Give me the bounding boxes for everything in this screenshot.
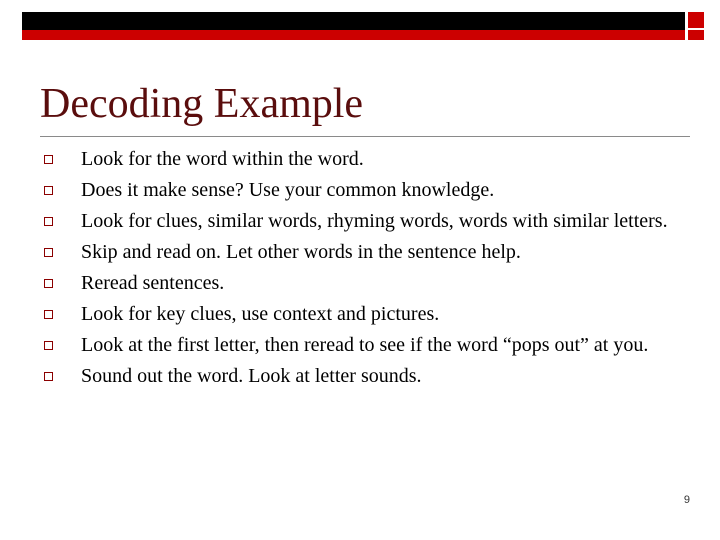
hollow-square-bullet-icon (44, 341, 53, 350)
page-number: 9 (683, 494, 690, 506)
bullet-text: Look for key clues, use context and pictures. (81, 303, 440, 325)
bullet-list (44, 148, 674, 396)
hollow-square-bullet-icon (44, 155, 53, 164)
bullet-text: Look for clues, similar words, rhyming words, words with similar letters. (81, 210, 668, 232)
bullet-item (44, 272, 674, 295)
bullet-item (44, 210, 674, 233)
bullet-text: Look at the first letter, then reread to see if the word “pops out” at you. (81, 334, 649, 356)
bullet-text: Skip and read on. Let other words in the sentence help. (81, 241, 521, 263)
bullet-item (44, 365, 674, 388)
header-bar-black (22, 12, 685, 30)
bullet-text: Does it make sense? Use your common knowledge. (81, 179, 495, 201)
bullet-text: Look for the word within the word. (81, 148, 364, 170)
bullet-item (44, 241, 674, 264)
title-divider (40, 136, 690, 137)
bullet-text: Sound out the word. Look at letter sounds. (81, 365, 422, 387)
hollow-square-bullet-icon (44, 372, 53, 381)
hollow-square-bullet-icon (44, 310, 53, 319)
hollow-square-bullet-icon (44, 248, 53, 257)
slide-title: Decoding Example (40, 81, 364, 127)
hollow-square-bullet-icon (44, 186, 53, 195)
hollow-square-bullet-icon (44, 217, 53, 226)
bullet-item (44, 179, 674, 202)
corner-square-top (688, 12, 704, 28)
hollow-square-bullet-icon (44, 279, 53, 288)
header-bar-red (22, 30, 685, 40)
bullet-item (44, 148, 674, 171)
corner-square-bottom (688, 30, 704, 40)
bullet-item (44, 334, 674, 357)
bullet-text: Reread sentences. (81, 272, 225, 294)
bullet-item (44, 303, 674, 326)
